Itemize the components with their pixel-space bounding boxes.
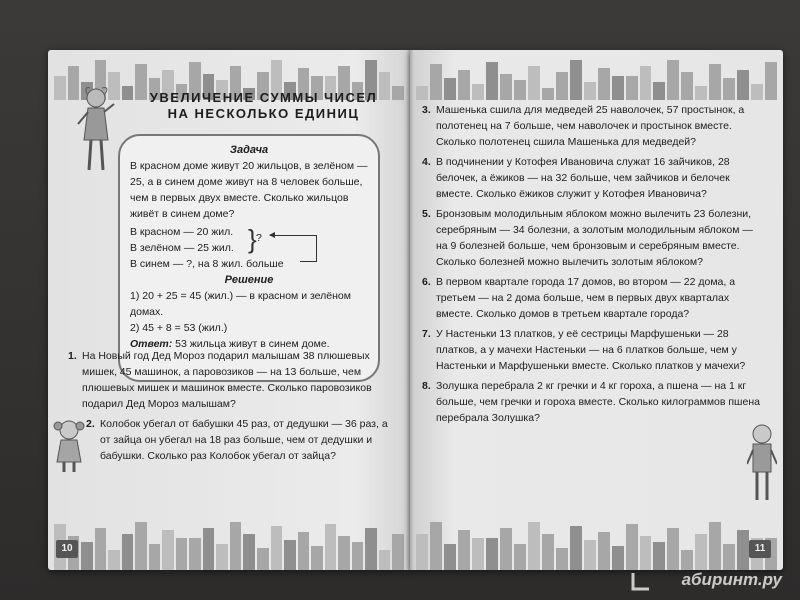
decorative-bar	[472, 84, 484, 100]
decorative-bar	[379, 550, 391, 570]
solution-step-1: 1) 20 + 25 = 45 (жил.) — в красном и зелёном домах.	[130, 290, 351, 318]
decorative-bar	[612, 76, 624, 100]
decorative-bar	[695, 534, 707, 570]
decorative-bar	[584, 82, 596, 100]
problem-item	[422, 154, 764, 202]
decorative-bar	[365, 528, 377, 570]
scheme-red: В красном — 20 жил.	[130, 226, 234, 238]
decorative-bar	[514, 80, 526, 100]
decorative-bar	[570, 526, 582, 570]
decorative-bar	[751, 84, 763, 100]
problem-number: 5.	[422, 208, 431, 220]
left-page	[48, 50, 410, 570]
decorative-bar	[667, 528, 679, 570]
page-number: 11	[749, 540, 771, 558]
decorative-bar	[681, 550, 693, 570]
problem-text: У Настеньки 13 платков, у её сестрицы Марфушеньки — 28 платков, а у мачехи Настеньки — на 6 платков больше, чем у Настеньки и Марфушеньки вместе. Сколько платков у мачехи?	[436, 328, 746, 372]
doll-illustration	[52, 418, 86, 474]
problem-text: Машенька сшила для медведей 25 наволочек, 57 простынок, а полотенец на 7 больше, чем наволочек и простынок вместе. Сколько полотенец сшила Машенька для медведей?	[436, 104, 745, 148]
decorative-bar	[176, 538, 188, 570]
problem-item	[422, 274, 764, 322]
decorative-bar	[352, 542, 364, 570]
decorative-bar	[570, 60, 582, 100]
decorative-bar	[681, 72, 693, 100]
decorative-bar	[284, 540, 296, 570]
decorative-bar	[486, 62, 498, 100]
decorative-bar	[416, 86, 428, 100]
decorative-bar	[598, 68, 610, 100]
decorative-bar	[528, 66, 540, 100]
decorative-bar	[54, 76, 66, 100]
decorative-bar	[723, 78, 735, 100]
decorative-bar	[149, 544, 161, 570]
arrow-connector	[316, 235, 317, 261]
open-book	[48, 50, 783, 570]
left-problems-list	[68, 348, 388, 468]
decorative-bar	[135, 522, 147, 570]
decorative-bar	[514, 544, 526, 570]
decorative-bar	[709, 522, 721, 570]
book-spine	[406, 50, 414, 570]
decorative-bar	[416, 534, 428, 570]
girl-illustration	[76, 84, 116, 176]
decorative-bar	[298, 532, 310, 570]
task-example-box	[118, 134, 380, 382]
decorative-bar	[392, 534, 404, 570]
labirint-logo-icon	[630, 570, 652, 592]
decorative-bar	[108, 550, 120, 570]
right-page	[410, 50, 783, 570]
problem-item	[68, 416, 388, 464]
decorative-bar	[325, 524, 337, 570]
page-number: 10	[56, 540, 78, 558]
problem-item	[422, 326, 764, 374]
decorative-bar	[556, 548, 568, 570]
decorative-bar	[500, 528, 512, 570]
decorative-bar	[271, 526, 283, 570]
decorative-bar	[486, 538, 498, 570]
task-scheme	[130, 224, 368, 272]
problem-number: 7.	[422, 328, 431, 340]
scheme-green: В зелёном — 25 жил.	[130, 242, 234, 254]
decorative-bar	[189, 538, 201, 570]
decorative-bar	[430, 522, 442, 570]
decorative-bar	[458, 70, 470, 100]
decorative-bar	[737, 70, 749, 100]
task-text: В красном доме живут 20 жильцов, в зелёном — 25, а в синем доме живут на 8 человек больше, чем в первых двух вместе. Сколько жильцов живёт в синем доме?	[130, 160, 368, 220]
page-title	[126, 90, 401, 122]
problem-text: В первом квартале города 17 домов, во втором — 22 дома, а третьем — на 2 дома больше, чем в первых двух кварталах вместе. Сколько домов в третьем квартале города?	[436, 276, 736, 320]
decorative-bar	[653, 82, 665, 100]
problem-number: 1.	[68, 350, 77, 362]
answer-text: 53 жильца живут в синем доме.	[172, 338, 330, 350]
bottom-decorative-bars	[48, 518, 410, 570]
boy-illustration	[747, 422, 777, 504]
decorative-bar	[626, 524, 638, 570]
decorative-bar	[542, 88, 554, 100]
decorative-bar	[723, 544, 735, 570]
decorative-bar	[95, 528, 107, 570]
decorative-bar	[695, 86, 707, 100]
decorative-bar	[458, 530, 470, 570]
problem-number: 3.	[422, 104, 431, 116]
decorative-bar	[612, 546, 624, 570]
decorative-bar	[311, 546, 323, 570]
arrow-left-icon	[270, 235, 316, 236]
decorative-bar	[542, 534, 554, 570]
decorative-bar	[528, 522, 540, 570]
decorative-bar	[584, 540, 596, 570]
decorative-bar	[444, 544, 456, 570]
decorative-bar	[122, 534, 134, 570]
title-line-2: НА НЕСКОЛЬКО ЕДИНИЦ	[167, 106, 360, 121]
decorative-bar	[640, 536, 652, 570]
problem-number: 2.	[86, 418, 95, 430]
brace-icon: }	[248, 224, 257, 254]
right-problems-list	[422, 102, 764, 430]
problem-number: 6.	[422, 276, 431, 288]
solution-heading: Решение	[224, 274, 274, 286]
problem-text: Колобок убегал от бабушки 45 раз, от дедушки — 36 раз, а от зайца он убегал на 18 раз больше, чем от дедушки и бабушки. Сколько раз Колобок убегал от зайца?	[100, 418, 388, 462]
problem-number: 4.	[422, 156, 431, 168]
problem-item	[422, 102, 764, 150]
decorative-bar	[653, 542, 665, 570]
decorative-bar	[203, 528, 215, 570]
decorative-bar	[765, 62, 777, 100]
top-decorative-bars	[410, 60, 783, 100]
decorative-bar	[243, 534, 255, 570]
decorative-bar	[257, 548, 269, 570]
decorative-bar	[500, 74, 512, 100]
problem-item	[422, 206, 764, 270]
problem-number: 8.	[422, 380, 431, 392]
problem-item	[422, 378, 764, 426]
decorative-bar	[667, 60, 679, 100]
arrow-connector-bottom	[300, 261, 317, 262]
decorative-bar	[556, 72, 568, 100]
problem-text: На Новый год Дед Мороз подарил малышам 38 плюшевых мишек, 45 машинок, а паровозиков — на 13 больше, чем плюшевых мишек и машинок вместе. Сколько паровозиков подарил Дед Мороз малышам?	[82, 350, 372, 410]
decorative-bar	[162, 530, 174, 570]
decorative-bar	[640, 66, 652, 100]
decorative-bar	[216, 544, 228, 570]
decorative-bar	[338, 536, 350, 570]
watermark: абиринт.ру	[681, 570, 782, 589]
decorative-bar	[598, 532, 610, 570]
decorative-bar	[430, 64, 442, 100]
answer-label: Ответ:	[130, 338, 173, 350]
problem-text: Бронзовым молодильным яблоком можно вылечить 23 болезни, серебряным — 34 болезни, а золотым молодильным яблоком — на 9 болезней больше, чем бронзовым и серебряным вместе. Сколько болезней можно вылечить золотым яблоком?	[436, 208, 753, 268]
scheme-blue: В синем — ?, на 8 жил. больше	[130, 258, 284, 270]
problem-text: Золушка перебрала 2 кг гречки и 4 кг гороха, а пшена — на 1 кг больше, чем гречки и гороха вместе. Сколько килограммов пшена перебрала Золушка?	[436, 380, 760, 424]
bottom-decorative-bars	[410, 518, 783, 570]
decorative-bar	[81, 542, 93, 570]
task-heading: Задача	[229, 144, 269, 156]
scheme-question: ?	[256, 232, 262, 244]
problem-item	[68, 348, 388, 412]
decorative-bar	[230, 522, 242, 570]
decorative-bar	[444, 78, 456, 100]
decorative-bar	[626, 76, 638, 100]
title-line-1: УВЕЛИЧЕНИЕ СУММЫ ЧИСЕЛ	[149, 90, 378, 105]
decorative-bar	[737, 530, 749, 570]
decorative-bar	[472, 538, 484, 570]
problem-text: В подчинении у Котофея Ивановича служат 16 зайчиков, 28 белочек, а ёжиков — на 32 больше, чем зайчиков и белочек вместе. Сколько ёжиков служит у Котофея Ивановича?	[436, 156, 730, 200]
solution-step-2: 2) 45 + 8 = 53 (жил.)	[130, 322, 228, 334]
decorative-bar	[709, 64, 721, 100]
